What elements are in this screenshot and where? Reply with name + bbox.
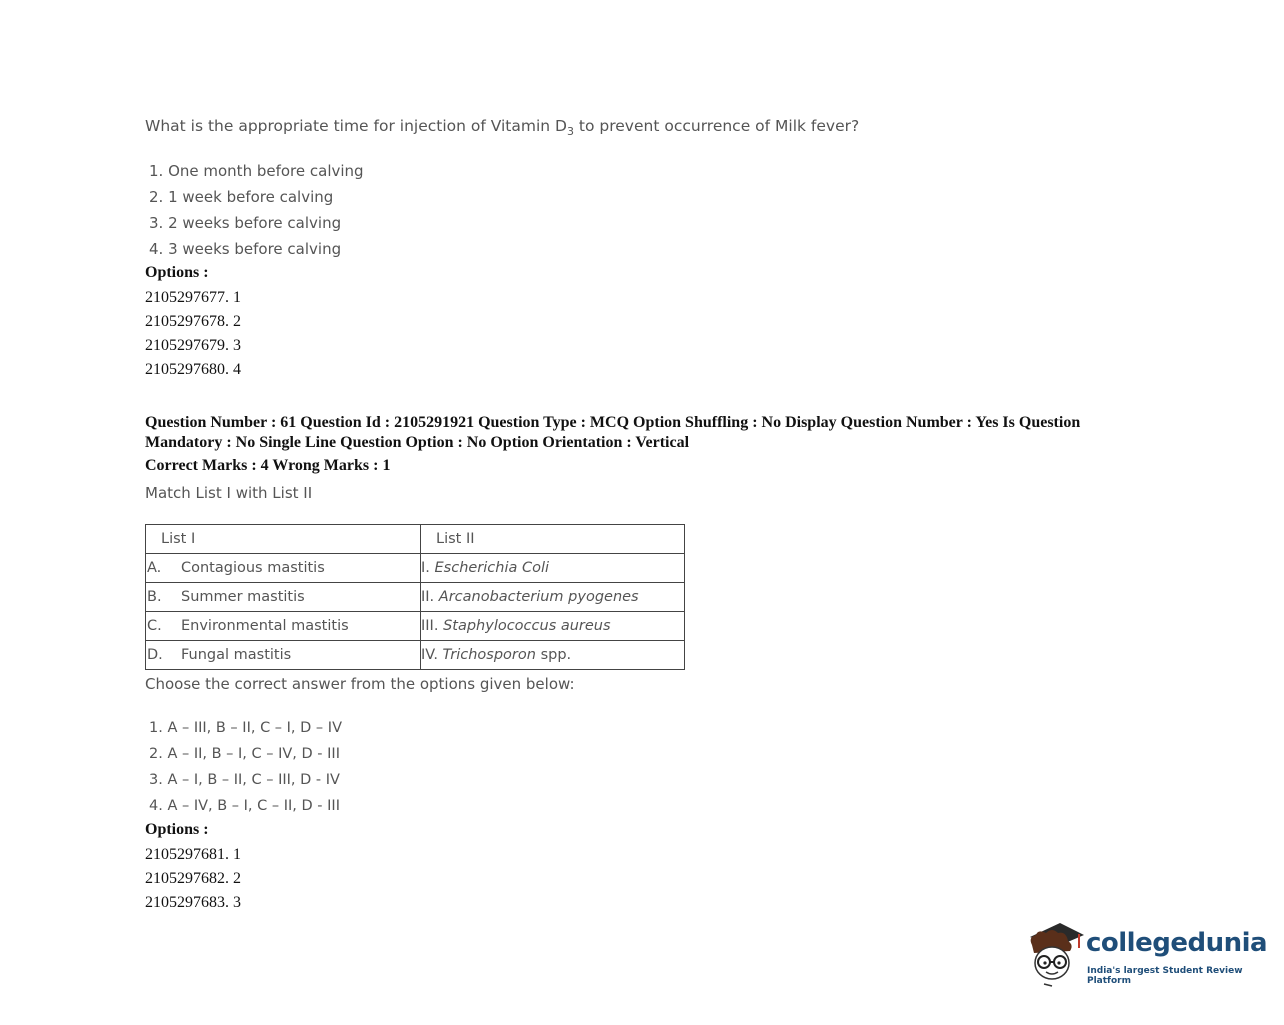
table-cell-list1: B. Summer mastitis [146, 583, 421, 612]
table-header-list2: List II [421, 525, 685, 554]
question-2-prompt: Match List I with List II [145, 484, 313, 502]
table-row [146, 583, 685, 612]
question-1-options [145, 286, 241, 382]
table-cell-list1: C. Environmental mastitis [146, 612, 421, 641]
table-row [146, 641, 685, 670]
table-cell-list2: III. Staphylococcus aureus [421, 612, 685, 641]
table-row [146, 612, 685, 641]
options-label: Options : [145, 821, 209, 838]
choice-item: 4. 3 weeks before calving [149, 240, 342, 258]
logo-wordmark: collegedunia [1086, 928, 1268, 958]
logo-tagline: India's largest Student Review Platform [1087, 966, 1243, 986]
table-header-row [146, 525, 685, 554]
option-item: 2105297678. 2 [145, 313, 241, 330]
table-cell-list2: I. Escherichia Coli [421, 554, 685, 583]
choice-item: 3. A – I, B – II, C – III, D - IV [149, 772, 340, 788]
question-2-meta: Question Number : 61 Question Id : 2105291921 Question Type : MCQ Option Shuffling : No Display Question Number : Yes Is Question Mandatory : No Single Line Question Option : No Option Orientation : Vertical [145, 414, 1081, 451]
question-2-marks: Correct Marks : 4 Wrong Marks : 1 [145, 457, 391, 474]
question-2-choices [149, 715, 342, 819]
table-row [146, 554, 685, 583]
question-2-options [145, 843, 241, 915]
choice-item: 3. 2 weeks before calving [149, 214, 342, 232]
option-item: 2105297679. 3 [145, 337, 241, 354]
table-cell-list1: D. Fungal mastitis [146, 641, 421, 670]
choice-item: 1. One month before calving [149, 162, 364, 180]
option-item: 2105297680. 4 [145, 361, 241, 378]
question-1-choices [149, 158, 364, 262]
option-item: 2105297681. 1 [145, 846, 241, 863]
table-cell-list1: A. Contagious mastitis [146, 554, 421, 583]
option-item: 2105297682. 2 [145, 870, 241, 887]
options-label: Options : [145, 264, 209, 281]
match-table [145, 524, 685, 670]
table-cell-list2: IV. Trichosporon spp. [421, 641, 685, 670]
question-1-text: What is the appropriate time for injection of Vitamin $D_3$ to prevent occurrence of Milk fever? [145, 117, 860, 139]
table-cell-list2: II. Arcanobacterium pyogenes [421, 583, 685, 612]
option-item: 2105297677. 1 [145, 289, 241, 306]
choice-item: 2. A – II, B – I, C – IV, D - III [149, 746, 340, 762]
choice-item: 1. A – III, B – II, C – I, D – IV [149, 720, 342, 736]
choice-item: 4. A – IV, B – I, C – II, D - III [149, 798, 340, 814]
option-item: 2105297683. 3 [145, 894, 241, 911]
table-header-list1: List I [146, 525, 421, 554]
choose-instruction: Choose the correct answer from the options given below: [145, 675, 575, 693]
choice-item: 2. 1 week before calving [149, 188, 334, 206]
